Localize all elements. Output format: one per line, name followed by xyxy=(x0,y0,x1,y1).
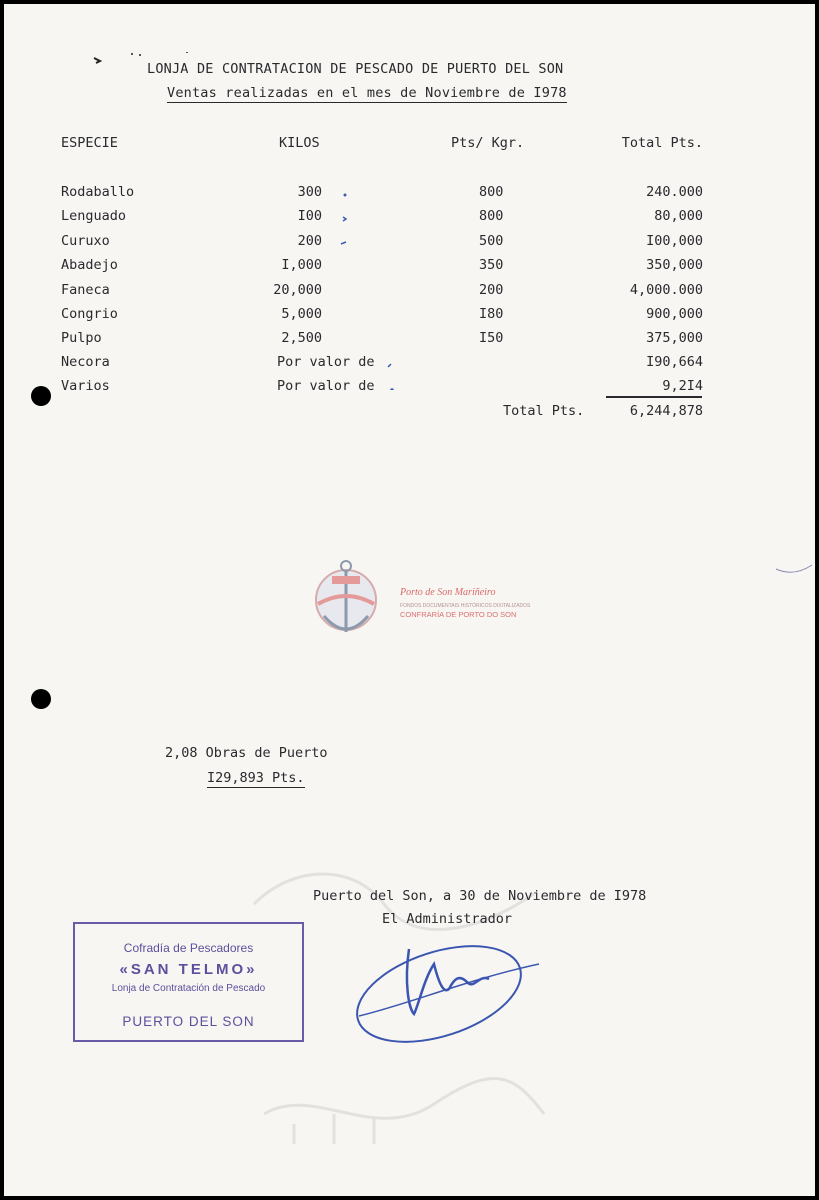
row-total: 375,000 xyxy=(646,330,703,346)
table-row xyxy=(4,257,815,281)
column-header-total: Total Pts. xyxy=(621,135,703,151)
cofradia-stamp xyxy=(73,922,304,1042)
table-row xyxy=(4,282,815,306)
administrator-signature xyxy=(349,924,549,1049)
document-subtitle: Ventas realizadas en el mes de Noviembre de I978 xyxy=(167,85,567,101)
row-especie: Varios xyxy=(61,378,110,394)
row-especie: Abadejo xyxy=(61,257,118,273)
stray-ink-marks xyxy=(92,52,262,92)
stamp-line-4: PUERTO DEL SON xyxy=(122,1014,255,1029)
row-kilos: 5,000 xyxy=(281,306,322,322)
punch-hole xyxy=(31,386,51,406)
row-total: 80,000 xyxy=(654,208,703,224)
document-page xyxy=(4,4,815,1196)
grand-total-value: 6,244,878 xyxy=(629,403,703,419)
archive-watermark-logo xyxy=(314,554,517,649)
watermark-brand: Porto de Son Mariñeiro xyxy=(400,587,496,598)
table-row xyxy=(4,330,815,354)
document-title: LONJA DE CONTRATACION DE PESCADO DE PUERTO DEL SON xyxy=(147,61,564,77)
row-kilos: I00 xyxy=(297,208,322,224)
table-row xyxy=(4,306,815,330)
row-pts-kgr: 350 xyxy=(479,257,504,273)
row-total: 900,000 xyxy=(646,306,703,322)
table-row xyxy=(4,208,815,232)
row-total: I90,664 xyxy=(646,354,703,370)
signatory-role: El Administrador xyxy=(382,911,513,927)
row-kilos: I,000 xyxy=(281,257,322,273)
column-header-especie: ESPECIE xyxy=(61,135,118,151)
stamp-line-3: Lonja de Contratación de Pescado xyxy=(111,983,266,994)
row-valor: Por valor de xyxy=(277,378,375,394)
total-underline xyxy=(606,396,702,398)
row-pts-kgr: 500 xyxy=(479,233,504,249)
row-kilos: 20,000 xyxy=(273,282,322,298)
column-header-pts-kgr: Pts/ Kgr. xyxy=(451,135,525,151)
row-total: I00,000 xyxy=(646,233,703,249)
place-and-date: Puerto del Son, a 30 de Noviembre de I978 xyxy=(313,888,647,904)
obras-amount: I29,893 Pts. xyxy=(207,770,305,786)
stamp-line-2: «SAN TELMO» xyxy=(119,961,258,978)
grand-total-label: Total Pts. xyxy=(503,403,585,419)
row-kilos: 300 xyxy=(297,184,322,200)
row-especie: Curuxo xyxy=(61,233,110,249)
row-total: 350,000 xyxy=(646,257,703,273)
row-especie: Necora xyxy=(61,354,110,370)
watermark-organization: CONFRARÍA DE PORTO DO SON xyxy=(400,610,517,619)
row-total: 9,2I4 xyxy=(662,378,703,394)
stamp-line-1: Cofradía de Pescadores xyxy=(123,941,254,955)
table-row xyxy=(4,378,815,402)
table-row xyxy=(4,233,815,257)
obras-line: 2,08 Obras de Puerto xyxy=(165,745,328,761)
table-row xyxy=(4,184,815,208)
column-header-kilos: KILOS xyxy=(279,135,320,151)
row-pts-kgr: 800 xyxy=(479,184,504,200)
row-pts-kgr: I50 xyxy=(479,330,504,346)
row-especie: Congrio xyxy=(61,306,118,322)
row-especie: Rodaballo xyxy=(61,184,135,200)
row-pts-kgr: I80 xyxy=(479,306,504,322)
row-kilos: 200 xyxy=(297,233,322,249)
punch-hole xyxy=(31,689,51,709)
row-valor: Por valor de xyxy=(277,354,375,370)
row-especie: Faneca xyxy=(61,282,110,298)
row-kilos: 2,500 xyxy=(281,330,322,346)
tick-marks xyxy=(338,190,398,390)
pencil-mark xyxy=(774,559,814,579)
row-pts-kgr: 200 xyxy=(479,282,504,298)
table-row xyxy=(4,354,815,378)
row-pts-kgr: 800 xyxy=(479,208,504,224)
watermark-subtitle: FONDOS DOCUMENTAIS HISTÓRICOS DIXITALIZADOS xyxy=(400,603,531,609)
row-especie: Pulpo xyxy=(61,330,102,346)
row-total: 240.000 xyxy=(646,184,703,200)
row-especie: Lenguado xyxy=(61,208,127,224)
row-total: 4,000.000 xyxy=(629,282,703,298)
